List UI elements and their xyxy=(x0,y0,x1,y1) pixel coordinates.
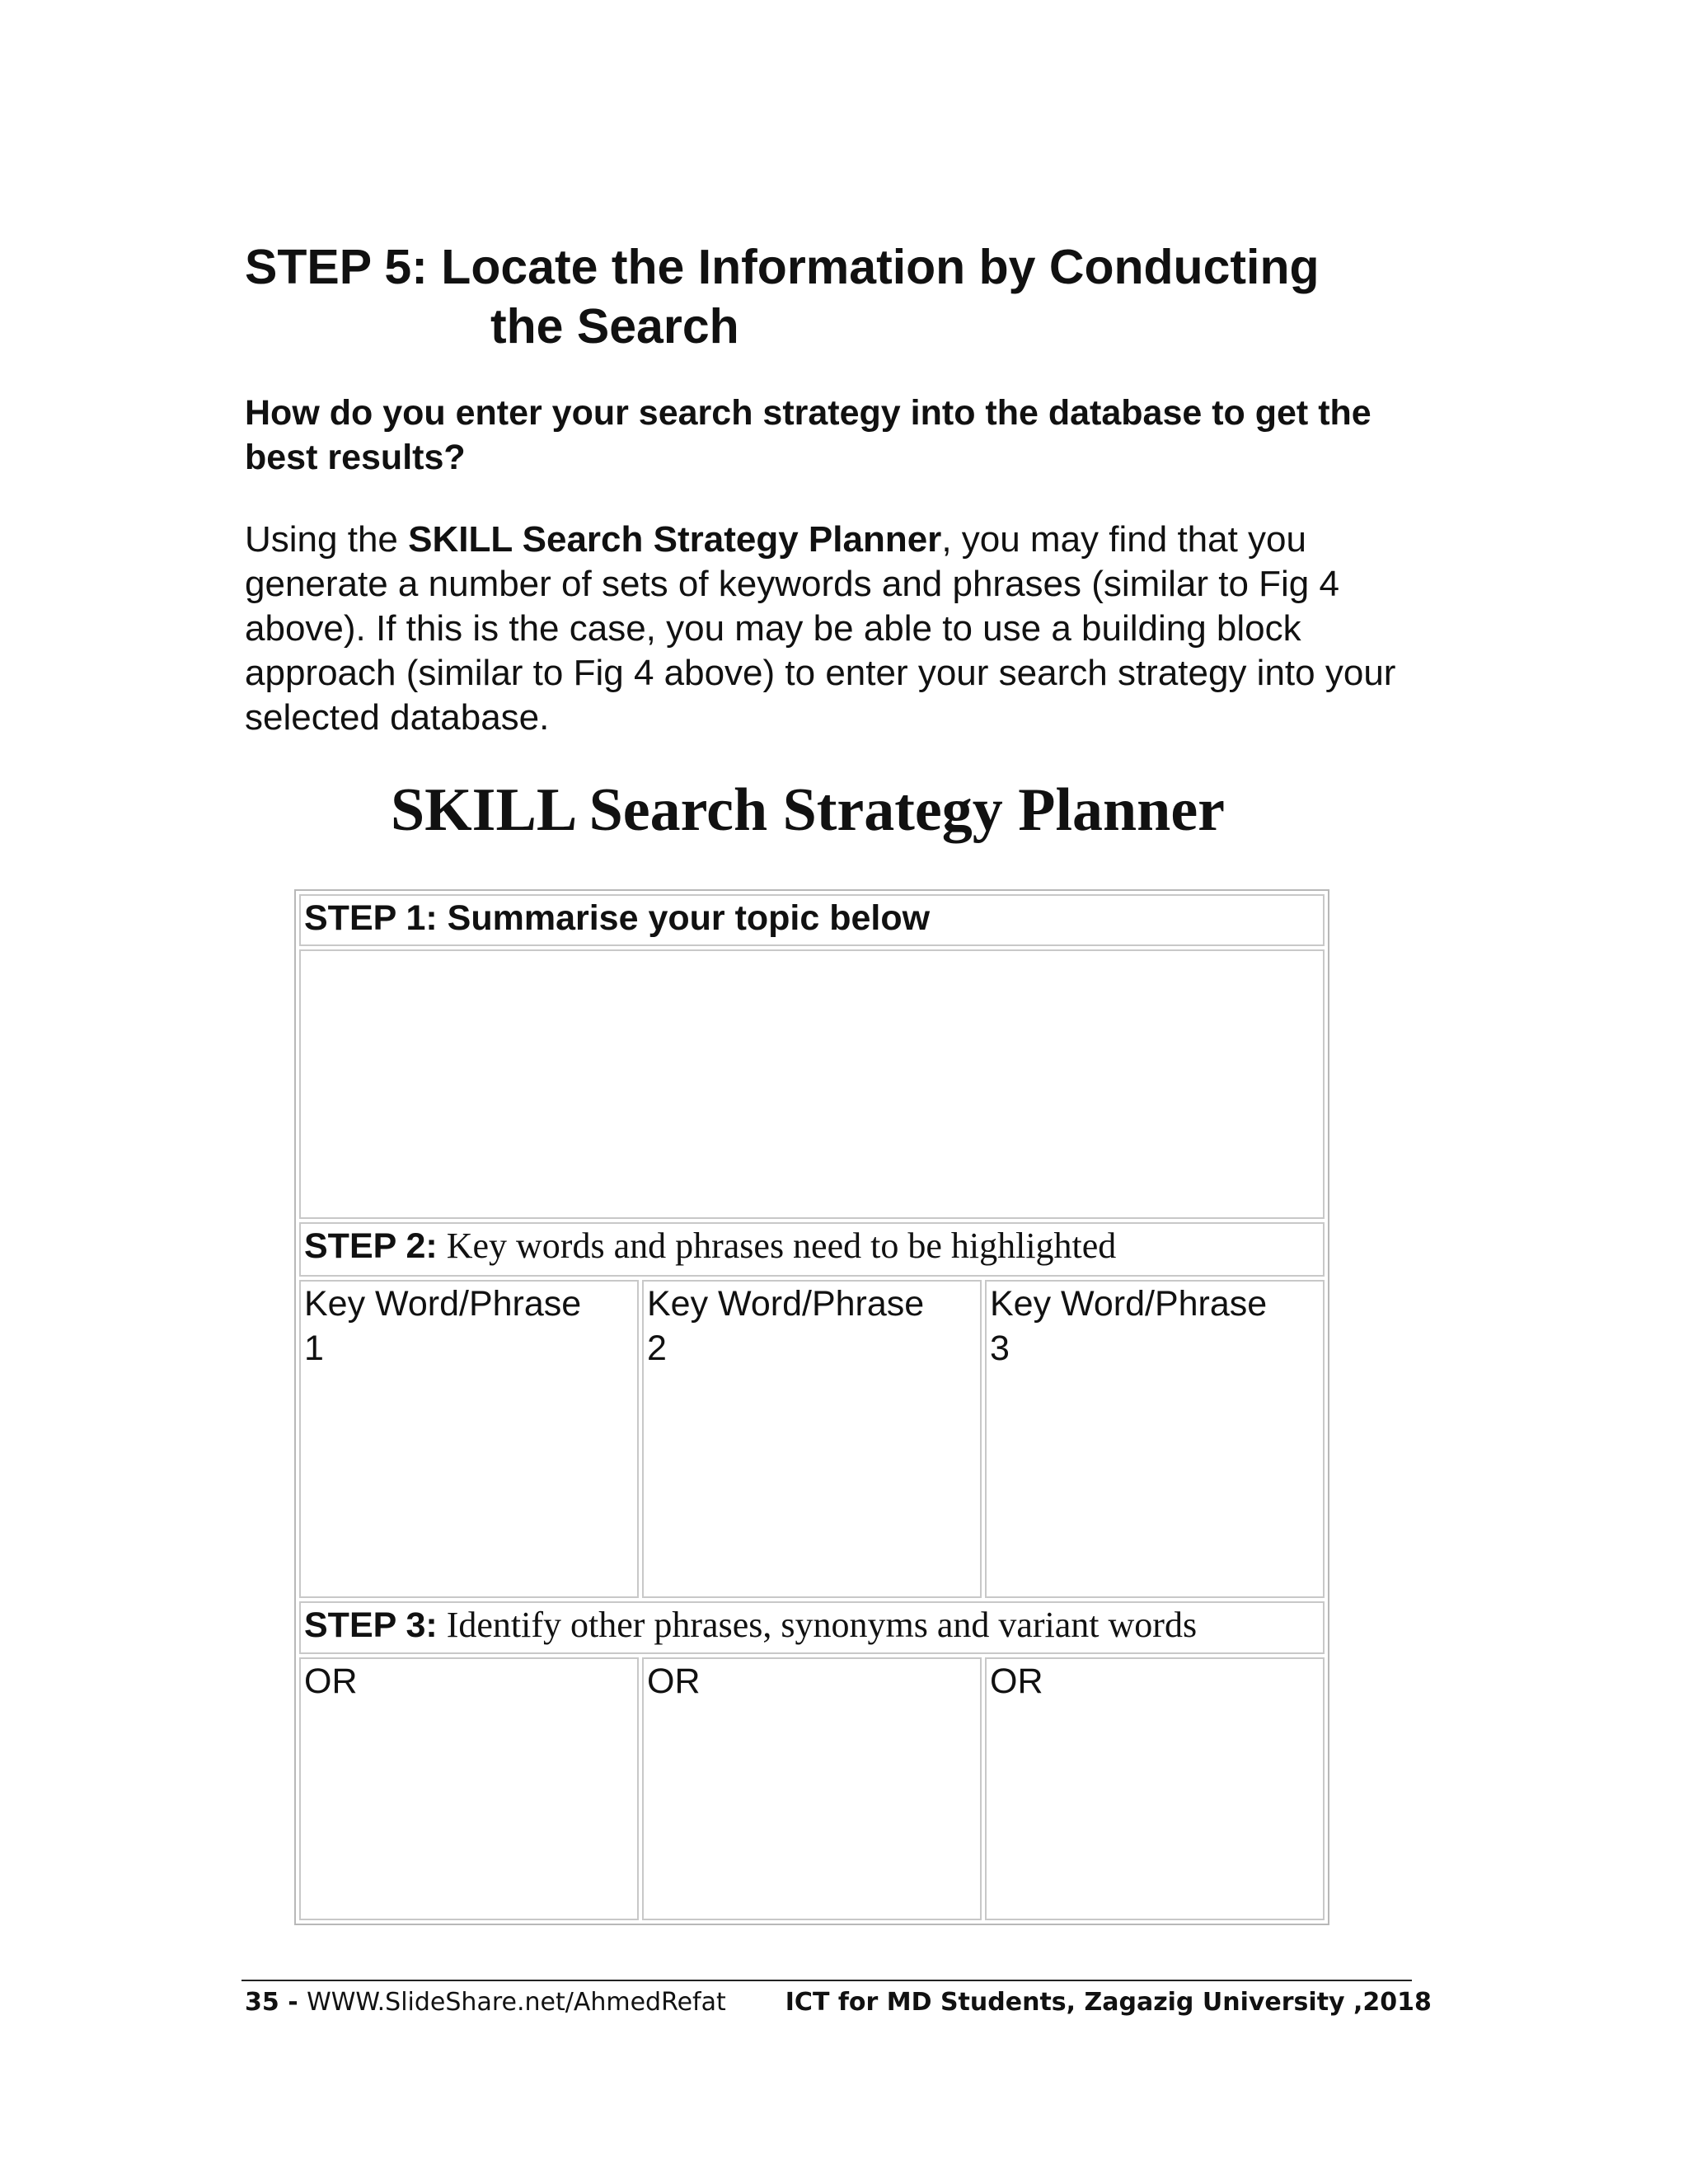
or-label: OR xyxy=(647,1661,701,1701)
planner-title: SKILL Search Strategy Planner xyxy=(390,776,1226,844)
step2-header xyxy=(299,1222,1325,1277)
question-text: How do you enter your search strategy into the database to get the best results? xyxy=(245,393,1372,477)
or-label: OR xyxy=(990,1661,1043,1701)
body-paragraph xyxy=(245,518,1415,740)
keyword-cell-2[interactable] xyxy=(642,1280,982,1598)
paragraph-bold-term: SKILL Search Strategy Planner xyxy=(408,519,942,560)
or-label: OR xyxy=(304,1661,358,1701)
keyword-number: 1 xyxy=(304,1329,324,1368)
heading-line-2: the Search xyxy=(490,299,739,354)
footer-site: WWW.SlideShare.net/AhmedRefat xyxy=(307,1988,726,2017)
footer-course: ICT for MD Students, Zagazig University ,2018 xyxy=(785,1988,1432,2017)
step1-label: STEP 1: Summarise your topic below xyxy=(304,898,931,938)
step2-label: STEP 2: xyxy=(304,1226,438,1266)
paragraph-intro: Using the xyxy=(245,519,409,560)
page-footer xyxy=(245,1986,1481,2019)
keyword-label: Key Word/Phrase xyxy=(647,1284,925,1324)
or-cell-1[interactable] xyxy=(299,1657,639,1920)
step2-description: Key words and phrases need to be highlighted xyxy=(437,1226,1117,1266)
step3-header xyxy=(299,1601,1325,1654)
heading-line-1: STEP 5: Locate the Information by Conducting xyxy=(245,240,1320,294)
section-heading xyxy=(245,237,1399,356)
page-number: 35 - xyxy=(245,1988,307,2017)
keyword-label: Key Word/Phrase xyxy=(990,1284,1268,1324)
paragraph-rest: , you may find that you generate a number of sets of keywords and phrases (similar to Fig 4 above). If this is the case, you may be able to use a building block approach (similar to Fig 4 above) to enter your search strategy into your selected database. xyxy=(245,519,1396,738)
footer-divider xyxy=(241,1980,1412,1981)
keyword-cell-1[interactable] xyxy=(299,1280,639,1598)
or-cell-2[interactable] xyxy=(642,1657,982,1920)
keyword-label: Key Word/Phrase xyxy=(304,1284,582,1324)
or-cell-3[interactable] xyxy=(985,1657,1325,1920)
keyword-number: 2 xyxy=(647,1329,667,1368)
keyword-number: 3 xyxy=(990,1329,1010,1368)
keyword-cell-3[interactable] xyxy=(985,1280,1325,1598)
step3-description: Identify other phrases, synonyms and variant words xyxy=(437,1605,1198,1645)
step3-label: STEP 3: xyxy=(304,1605,438,1645)
step1-header xyxy=(299,894,1325,946)
search-strategy-planner-table xyxy=(294,889,1329,1925)
step1-topic-area[interactable] xyxy=(299,949,1325,1219)
